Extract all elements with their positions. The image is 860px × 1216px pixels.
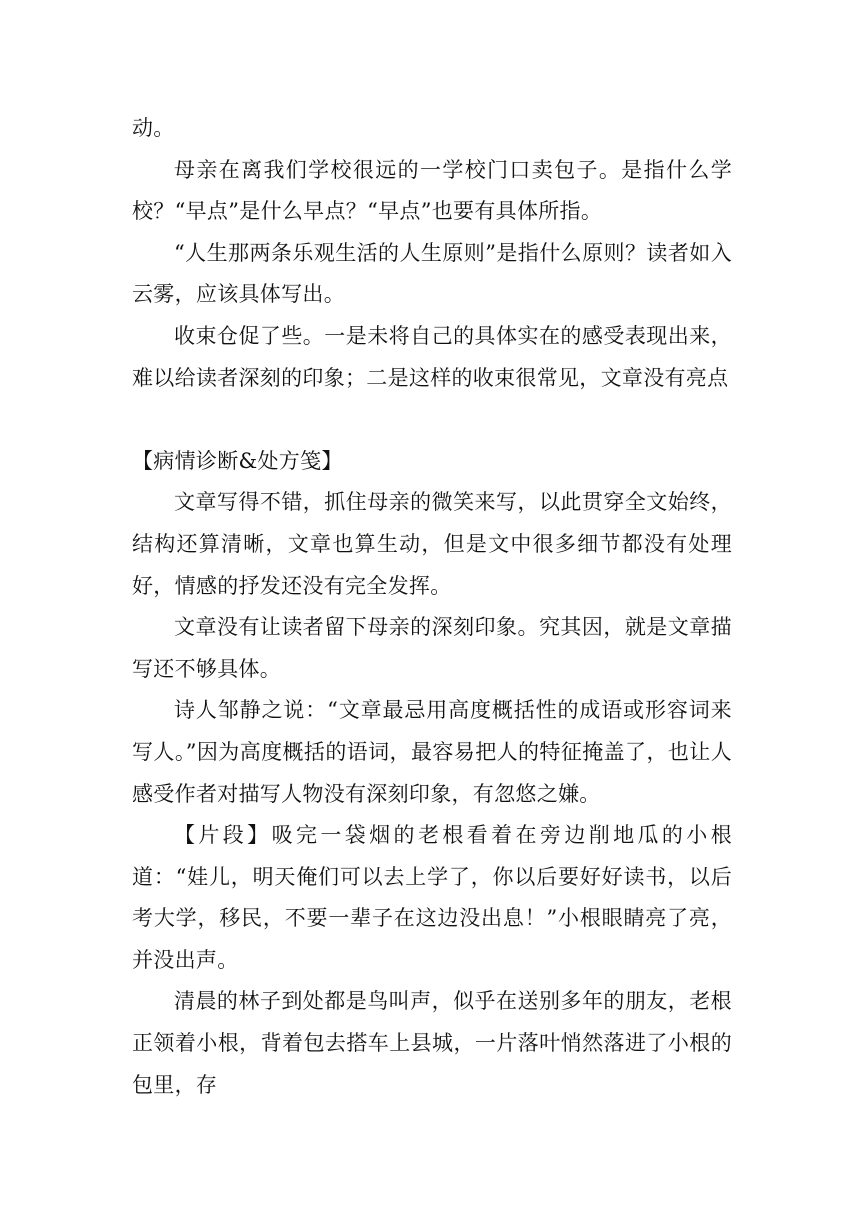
section-heading: 【病情诊断&处方笺】 [132, 448, 343, 473]
document-body [132, 108, 732, 1106]
paragraph-life-principle: “人生那两条乐观生活的人生原则”是指什么原则？读者如入云雾，应该具体写出。 [132, 240, 732, 307]
paragraph-morning-woods: 清晨的林子到处都是鸟叫声，似乎在送别多年的朋友，老根正领着小根，背着包去搭车上县城，一片落叶悄然落进了小根的包里，存 [132, 989, 732, 1097]
paragraph-hasty-ending: 收束仓促了些。一是未将自己的具体实在的感受表现出来，难以给读者深刻的印象；二是这样的收束很常见，文章没有亮点 [132, 323, 732, 390]
paragraph-spacer [132, 399, 732, 441]
paragraph-diagnosis: 文章写得不错，抓住母亲的微笑来写，以此贯穿全文始终，结构还算清晰，文章也算生动，但是文中很多细节都没有处理好，情感的抒发还没有完全发挥。 [132, 490, 732, 598]
paragraph-excerpt: 【片段】吸完一袋烟的老根看着在旁边削地瓜的小根道：“娃儿，明天俺们可以去上学了，你以后要好好读书，以后考大学，移民，不要一辈子在这边没出息！”小根眼睛亮了亮，并没出声。 [132, 823, 732, 972]
paragraph-impression: 文章没有让读者留下母亲的深刻印象。究其因，就是文章描写还不够具体。 [132, 615, 732, 681]
paragraph-poet-quote: 诗人邹静之说：“文章最忌用高度概括性的成语或形容词来写人。”因为高度概括的语词，最容易把人的特征掩盖了，也让人感受作者对描写人物没有深刻印象，有忽悠之嫌。 [132, 698, 732, 806]
paragraph-continuation: 动。 [132, 116, 175, 140]
paragraph-school-question: 母亲在离我们学校很远的一学校门口卖包子。是指什么学校？“早点”是什么早点？“早点”也要有具体所指。 [132, 157, 732, 224]
